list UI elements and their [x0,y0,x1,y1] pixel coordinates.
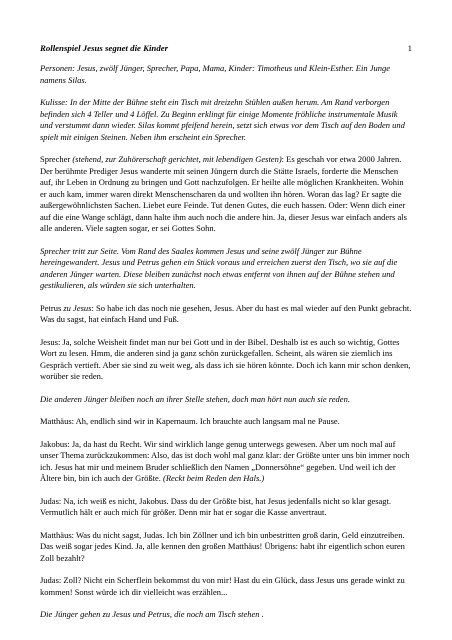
stage-direction: (Reckt beim Reden den Hals.) [162,473,265,483]
stage-direction: (stehend, zur Zuhörerschaft gerichtet, mit lebendigen Gesten) [72,154,282,164]
judas-paragraph: Judas: Zoll? Nicht ein Scherflein bekommst du von mir! Hast du ein Glück, dass Jesus uns gerade winkt zu kommen! Sonst würde ich dir vielleicht was erzählen... [40,575,405,597]
petrus-paragraph [40,303,412,326]
page-number: 1 [407,43,412,53]
dialogue-text: : So habe ich das noch nie gesehen, Jesus. Aber du hast es mal wieder auf den Punkt gebracht. Was du sagst, hat einfach Hand und Fuß. [40,302,412,324]
page-header [40,43,412,55]
document-body [40,63,412,632]
dialogue-text: : Es geschah vor etwa 2000 Jahren. Der berühmte Prediger Jesus wanderte mit seinen Jüngern durch die Stätte Israels, forderte die Menschen auf, ihr Leben in Ordnung zu bringen und Gott nachzufolgen. Er heilte alle möglichen Krankheiten. Wohin er auch kam, immer waren direkt Menschenscharen da und wollten ihn hören. Woran das lag? Er sagte die außergewöhnlichsten Sachen. Liebet eure Feinde. Tut denen Gutes, die euch hassen. Oder: Wenn dich einer auf die eine Wange schlägt, dann halte ihm auch noch die andere hin. Ja, dieser Jesus war einfach anders als alle anderen. Viele sagten sogar, er sei Gottes Sohn. [40,154,407,233]
stage-direction: zu Jesus [63,302,92,313]
cast-list: Personen: Jesus, zwölf Jünger, Sprecher, Papa, Mama, Kinder: Timotheus und Klein-Esther. Ein Junge namens Silas. [40,63,391,85]
stage-setting: Kulisse: In der Mitte der Bühne steht ein Tisch mit dreizehn Stühlen außen herum. Am Rand verborgen befinden sich 4 Teller und 4 Löffel. Zu Beginn erklingt für einige Momente fröhliche instrumentale Musik und verstummt dann wieder. Silas kommt pfeifend herein, setzt sich etwas vor dem Tisch auf den Boden und spielt mit einigen Steinen. Neben ihm erscheint ein Sprecher. [40,97,405,142]
jakobus-paragraph [40,439,412,485]
judas-paragraph: Judas: Na, ich weiß es nicht, Jakobus. Dass du der Größte bist, hat Jesus jedenfalls nicht so klar gesagt. Vermutlich hält er auch mich für größer. Denn mir hat er sogar die Kasse anvertraut. [40,495,392,517]
stage-direction-paragraph: Sprecher tritt zur Seite. Vom Rand des Saales kommen Jesus und seine zwölf Jünger zur Bühne hereingewandert. Jesus und Petrus gehen ein Stück voraus und erreichen zuerst den Tisch, wo sie auf die anderen Jünger warten. Diese bleiben zunächst noch etwas entfernt von ihnen auf der Bühne stehen und gestikulieren, als würden sie sich unterhalten. [40,245,398,290]
matthaeus-paragraph: Matthäus: Was du nicht sagst, Judas. Ich bin Zöllner und ich bin unbestritten groß darin, Geld einzutreiben. Das weiß sogar jedes Kind. Ja, alle kennen den großen Matthäus! Übrigens: habt ihr eigentlich schon euren Zoll bezahlt? [40,529,405,563]
document-title: Rollenspiel Jesus segnet die Kinder [40,43,169,53]
matthaeus-paragraph: Matthäus: Ah, endlich sind wir in Kapernaum. Ich brauchte auch langsam mal ne Pause. [40,416,340,426]
stage-direction-paragraph: Die Jünger gehen zu Jesus und Petrus, die noch am Tisch stehen . [40,609,264,619]
speaker-label: Sprecher [40,154,73,164]
narrator-paragraph [40,154,412,235]
speaker-label: Petrus [40,302,64,313]
jesus-paragraph: Jesus: Ja, solche Weisheit findet man nur bei Gott und in der Bibel. Deshalb ist es auch so wichtig, Gottes Wort zu lesen. Hmm, die anderen sind ja ganz schön zurückgefallen. Scheint, als wären sie ziemlich ins Gespräch vertieft. Aber sie sind zu weit weg, als dass ich sie hören könnte. Doch ich kann mir schon denken, worüber sie reden. [40,336,411,381]
stage-direction-paragraph: Die anderen Jünger bleiben noch an ihrer Stelle stehen, doch man hört nun auch sie reden. [40,393,350,404]
dialogue-text: Jakobus: Ja, da hast du Recht. Wir sind wirklich lange genug unterwegs gewesen. Aber um noch mal auf unser Thema zurückzukommen: Also, das ist doch wohl mal ganz klar: der Größte unter uns bin immer noch ich. Jesus hat mir und meinem Bruder schließlich den Namen „Donnersöhne“ gegeben. Und weil ich der Ältere bin, bin ich auch der Größte. [40,438,410,483]
